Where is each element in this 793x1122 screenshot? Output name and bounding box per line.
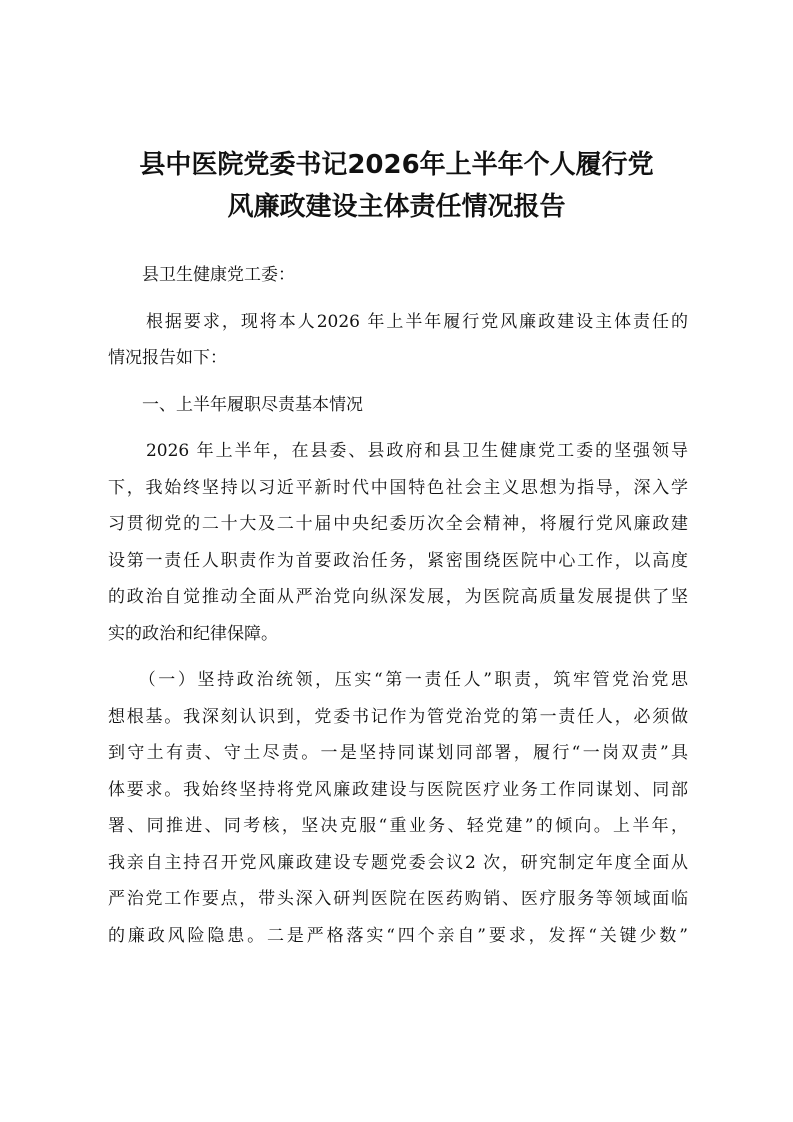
- paragraph-line: 下，我始终坚持以习近平新时代中国特色社会主义思想为指导，深入学: [108, 477, 688, 498]
- paragraph-line: 想根基。我深刻认识到，党委书记作为管党治党的第一责任人，必须做: [108, 706, 688, 727]
- title-line: 风廉政建设主体责任情况报告: [227, 192, 566, 222]
- paragraph-gap: [108, 377, 688, 387]
- subsection-paragraph: [108, 662, 688, 954]
- paragraph-line: 的廉政风险隐患。二是严格落实“四个亲自”要求，发挥“关键少数”: [108, 925, 688, 946]
- title-line: 县中医院党委书记2026年上半年个人履行党: [139, 150, 654, 180]
- paragraph-gap: [108, 652, 688, 662]
- paragraph-line: 到守土有责、守土尽责。一是坚持同谋划同部署，履行“一岗双责”具: [108, 743, 688, 763]
- paragraph-gap: [108, 294, 688, 304]
- section-heading-paragraph: [108, 387, 688, 424]
- paragraph-line: 严治党工作要点，带头深入研判医院在医药购销、医疗服务等领域面临: [108, 889, 688, 909]
- salutation: 县卫生健康党工委：: [142, 265, 295, 285]
- document-body: [108, 257, 688, 954]
- paragraph-line: 2026 年上半年，在县委、县政府和县卫生健康党工委的坚强领导: [108, 441, 688, 461]
- paragraph-line: 情况报告如下：: [108, 348, 227, 368]
- overview-paragraph: [108, 433, 688, 652]
- paragraph-line: 我亲自主持召开党风廉政建设专题党委会议2 次，研究制定年度全面从: [108, 852, 688, 873]
- paragraph-gap: [108, 423, 688, 433]
- paragraph-line: 实的政治和纪律保障。: [108, 623, 278, 644]
- paragraph-line: 根据要求，现将本人2026 年上半年履行党风廉政建设主体责任的: [108, 311, 688, 332]
- document-title: [90, 144, 703, 228]
- salutation-paragraph: [108, 257, 688, 294]
- paragraph-line: 设第一责任人职责作为首要政治任务，紧密围绕医院中心工作，以高度: [108, 550, 688, 571]
- paragraph-line: 体要求。我始终坚持将党风廉政建设与医院医疗业务工作同谋划、同部: [108, 779, 688, 800]
- paragraph-line: 的政治自觉推动全面从严治党向纵深发展，为医院高质量发展提供了坚: [108, 587, 688, 607]
- section-heading: 一、上半年履职尽责基本情况: [108, 394, 363, 415]
- paragraph-line: 习贯彻党的二十大及二十届中央纪委历次全会精神，将履行党风廉政建: [108, 514, 688, 534]
- paragraph-line: 署、同推进、同考核，坚决克服“重业务、轻党建”的倾向。上半年，: [108, 816, 688, 836]
- paragraph-line: （一）坚持政治统领，压实“第一责任人”职责，筑牢管党治党思: [108, 670, 688, 690]
- intro-paragraph: [108, 304, 688, 377]
